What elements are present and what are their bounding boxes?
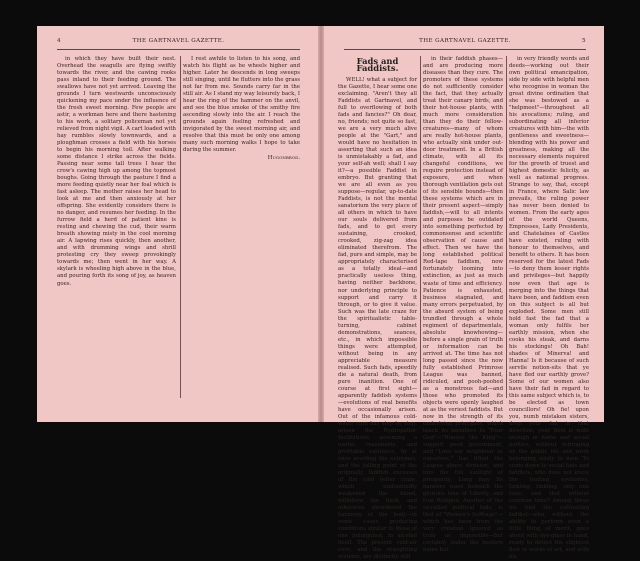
left-running-header [57, 38, 300, 48]
left-page-number: 4 [57, 38, 61, 44]
author-signature: Hugonbrod. [267, 155, 300, 162]
article-title: Fads and Faddists. [356, 56, 399, 74]
right-column-3-text: in very friendly words and deeds—working out their own political emancipation, side by side with helpful men who recognise in woman the great divine ordination that she was bestowed as a "helpmeet"—throughout all his avocations; ruling, and subordinating all inferior creatures with him—the with gentleness and sweetness—blending with his power and greatness, making all the necessary elements required for the growth of truest and highest domestic felicity, as well as national progress. Strange to say, that, except in France, where Salic law prevails, the ruling power has never been denied to women. From the early ages of the world Queens, Empresses, Lady Presidents, and Chatelaines of Castles have existed, ruling with honour to themselves, and benefit to others. It has been reserved for the latest Fads—to deny them lesser rights and privileges—but happily now even that age is merging into the things that have been, and faddism even on this subject is all but exploded. Some men still hold fast the fad that a woman only fulfils her earthly mission, when she cooks his steak, and darns his stockings! Oh Bah! shades of Minerva! and Hanna! Is it because of such servile notion-sits that ye have fled our earthly grove? Some of our women also have their fad in regard to this same subject which is, to be elected as town councillors! Oh fie! upon you, numb mistaken sisters, drop your fad in that direction, your field is wide enough in home and social politics, without infringing on the public life and work belonging solely to men. To come down to social fads and faddists, who does not know the trailing eyelashes, tinkling, tinkling, only one tune, and that without common time? Among these we find the cultivating faddist—who without the ability to perform even a little thing of merit, goes about with eye-glass in hand, ready to detect the slightest flaw in works of art, and with his [509, 56, 589, 561]
right-page-number: 5 [582, 38, 586, 44]
right-header-rule [344, 49, 586, 50]
right-running-header [344, 38, 586, 48]
left-page [37, 26, 318, 422]
right-column-1 [338, 56, 417, 561]
left-header-rule [57, 49, 300, 50]
left-column-1-text: in which they have built their nest. Overhead the seagulls are flying swiftly towards the river, and the cawing rooks pass inland to their feeding ground. The swallows have not yet arrived. Leaving the grounds I turn westwards unconsciously quickening my pace under the influence of the fresh sweet morning. Few people are astir, a workman here and there hastening to his work, a solitary policeman not yet relieved from night vigil. A cart loaded with hay rumbles slowly townwards, and a ploughman crosses a field with his horses to begin his morning toil. After walking some distance I strike across the fields. Passing near some tall trees I hear the crow's cawing high up among the topmost boughs. Going through the pasture I find a more feeding quietly near her foal which is fast asleep. The mother raises her head to look at me and then anxiously at her offspring. She evidently considers there is no danger, and resumes her feeding. In the furrow field a herd of patient kine is resting and chewing the cud, their warm breath showing misty in the cool morning air. A lapwing rises quickly, then another, and with drumming wings and shrill protesting cry they sweep provokingly towards me; then went in her way. A skylark is wheeling high above in the blue, and pouring forth its song of joy, as heaven goes. [57, 56, 176, 287]
right-column-3 [509, 56, 589, 561]
left-column-divider [180, 56, 181, 398]
right-page [324, 26, 604, 561]
left-column-2 [183, 56, 300, 406]
right-column-2-text: in their faddish phases—and are producing more diseases than they cure. The promoters of these systems do not sufficiently consider the fact, that they actually treat their canary birds, and their hot-house plants, with much more consideration than they do their fellow-creatures—many of whom are really hot-house plants, who actually sink under out-door treatment. In a British climate, with all its changeful conditions, we require protection instead of exposure, and when thorough ventilation gets out of its sensible bounds—then these systems which are in their present aspect—simply faddish,—will to all intents and purposes be outdated into something perfected by commonsense and scientific observation of cause and effect. Then we have the long established political Red-tape faddism, now fortunately looming into extinction, as just as much waste of time and efficiency. Patience is exhausted, business stagnated, and many errors perpetuated, by the absurd system of being trundled through a whole regiment of departmentals, absolute knowhowing—before a single grain of truth or information can be arrived at. The time has not long passed since the now fully established Primrose League was banned, ridiculed, and pooh-poohed as a monstrous fad—and those who promoted its objects were openly laughed at as the veriest faddists. But now in the strength of its underlying principles, which teach its members to "Fear God"—"Honour the King"—support good government, and "Love our neighbour as ourselves," has lifted the League above derision, and into the full sunlight of prosperity. Long may its banners wave beneath the glorious tree of Liberty, and true Religion. Another of the so-called political fads, is that of "Women's Suffrage"—which has been from the very creation ignored as truly as impossible—but certainly under the modern name but [423, 56, 503, 554]
right-column-1-text: WELL! what a subject for the Gazette, I hear some one exclaiming. "Aren't they all Faddists at Gartnavel, and full to overflowing of both fads and fancies?" Oh dear, no, friends; not quite so fast, we are a very much alive people at the "Gart," and would have no hesitation in asserting that such an idea is unmistakably a fad, and your self-ah well; shall I say it?—a possible Faddist in embryo. But granting that we are all even as you suppose—regular, up-to-date Faddists, is not the mental sanatorium the very place of all others in which to have our souls delivered from fads, and to get every sustaining, crooked, crooked, zig-zag idea eliminated therefrom. The fad, pure and simple, may be appropriately characterised as a totally ideal—and practically useless thing, having neither backbone, nor underlying principle to support and carry it through, or to give it value. Such was the late craze for the spiritualistic table-turning, cabinet demonstrations, seances, etc., in which impossible things were attempted, without being in any appreciable measure realised. Such fads, speedily die a natural death, from pure inanition. One of course at first sight—apparently faddish systems—evolutions of real benefits have occasionally arisen. Out of the infamous cold-water cure has step by step, arisen the Hydropathic Institutions, assuming a useful, reasonable, and profitable existence, by at once avoiding the extremes, and the falling point of the originally faddish excesses of the cold water craze, which undoubtedly weakened the blood, withdrew the flesh, and otherwise disordered the harmony of the body—in some cases producing conditions similar to those of one indulgence, in alcohol itself. The present cold-air cure, and the draughting systems, are distinctly still [338, 77, 417, 561]
left-running-head: THE GARTNAVEL GAZETTE. [132, 38, 225, 44]
right-running-head: THE GARTNAVEL GAZETTE. [419, 38, 511, 44]
left-column-1 [57, 56, 176, 406]
right-column-divider-1 [420, 56, 421, 398]
right-column-divider-2 [506, 56, 507, 398]
magazine-spread [37, 26, 604, 561]
left-column-2-text: I rest awhile to listen to his song, and watch his flight as he wheels higher and higher. Later he descends in long sweeps still singing, until he flutters into the grass not far from me. Sounds carry far in the still air. As I stand my way leisurely back, I hear the ring of the hammer on the anvil, and see the blue smoke of the smithy fire ascending slowly into the air. I reach the grounds again feeling refreshed and invigorated by the sweet morning air, and resolve that this must be only one among many such morning walks I hope to take during the summer. [183, 56, 300, 154]
right-column-2 [423, 56, 503, 554]
